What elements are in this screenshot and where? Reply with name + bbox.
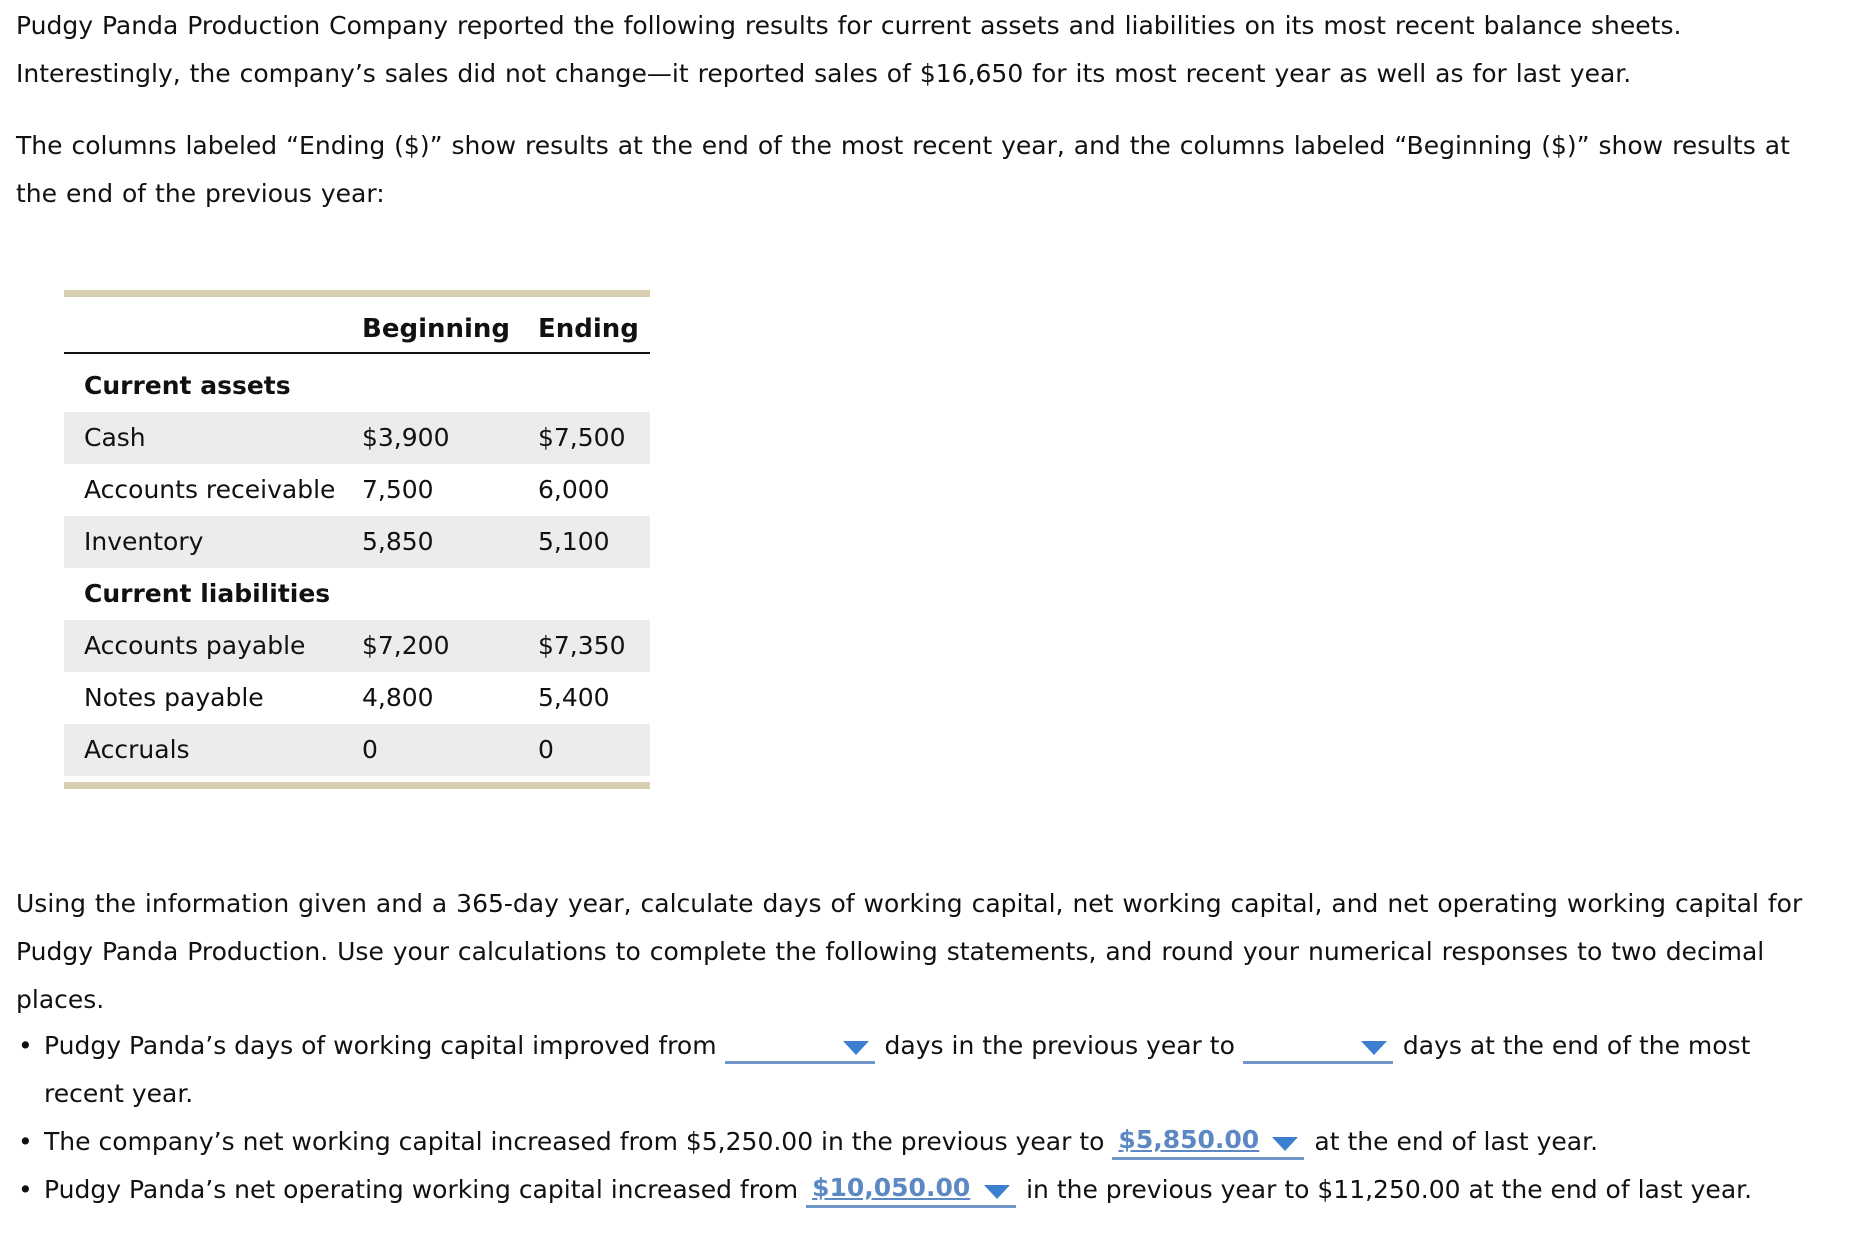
statement-text: Pudgy Panda’s net operating working capital increased from <box>44 1175 799 1204</box>
select-value: $5,850.00 <box>1118 1125 1260 1154</box>
row-label: Notes payable <box>84 683 264 712</box>
header-ending: Ending <box>538 314 639 344</box>
beginning-value: $7,200 <box>362 631 450 660</box>
dropdown-arrow-icon <box>1361 1041 1387 1055</box>
ending-value: $7,500 <box>538 423 626 452</box>
statement-text: in the previous year to $11,250.00 at the end of last year. <box>1026 1175 1753 1204</box>
table-row <box>64 620 650 672</box>
statement-text: at the end of last year. <box>1314 1127 1599 1156</box>
row-label: Cash <box>84 423 146 452</box>
days-previous-year-select[interactable] <box>725 1027 875 1064</box>
table-row <box>64 516 650 568</box>
statement-days-working-capital <box>16 1022 1836 1118</box>
select-value: $10,050.00 <box>812 1173 971 1202</box>
section-current-liabilities <box>64 568 650 620</box>
row-label: Current assets <box>84 371 291 400</box>
table-bottom-rule <box>64 782 650 789</box>
beginning-value: 7,500 <box>362 475 434 504</box>
statement-net-working-capital <box>16 1118 1836 1166</box>
table-row <box>64 672 650 724</box>
statement-text: days at the end of the most recent year. <box>44 1031 1751 1108</box>
header-underline <box>64 352 650 354</box>
row-label: Accounts receivable <box>84 475 336 504</box>
intro-paragraph-2: The columns labeled “Ending ($)” show results at the end of the most recent year, and the columns labeled “Beginning ($)” show results at the end of the previous year: <box>16 131 1790 208</box>
row-label: Inventory <box>84 527 204 556</box>
ending-value: 6,000 <box>538 475 610 504</box>
instructions-paragraph: Using the information given and a 365-day year, calculate days of working capital, net working capital, and net operating working capital for Pudgy Panda Production. Use your calculations to complete the following statements, and round your numerical responses to two decimal places. <box>16 889 1803 1014</box>
statement-text: days in the previous year to <box>884 1031 1235 1060</box>
beginning-value: $3,900 <box>362 423 450 452</box>
dropdown-arrow-icon <box>1272 1137 1298 1151</box>
statement-text: Pudgy Panda’s days of working capital improved from <box>44 1031 717 1060</box>
ending-value: 5,400 <box>538 683 610 712</box>
beginning-value: 5,850 <box>362 527 434 556</box>
row-label: Accruals <box>84 735 190 764</box>
intro-paragraph-1: Pudgy Panda Production Company reported the following results for current assets and liabilities on its most recent balance sheets. Interestingly, the company’s sales did not change—it reported sales of $16,650 for its most recent year as well as for last year. <box>16 11 1682 88</box>
statement-text: The company’s net working capital increased from $5,250.00 in the previous year to <box>44 1127 1105 1156</box>
table-row <box>64 412 650 464</box>
net-operating-working-capital-select[interactable] <box>806 1171 1016 1208</box>
ending-value: $7,350 <box>538 631 626 660</box>
table-top-rule <box>64 290 650 297</box>
row-label: Current liabilities <box>84 579 331 608</box>
header-beginning: Beginning <box>362 314 511 344</box>
table-row <box>64 724 650 776</box>
dropdown-arrow-icon <box>984 1185 1010 1199</box>
days-most-recent-year-select[interactable] <box>1243 1027 1393 1064</box>
beginning-value: 4,800 <box>362 683 434 712</box>
table-row <box>64 464 650 516</box>
ending-value: 5,100 <box>538 527 610 556</box>
statement-net-operating-working-capital <box>16 1166 1836 1214</box>
net-working-capital-select[interactable] <box>1112 1123 1304 1160</box>
statements-list <box>16 1022 1836 1214</box>
dropdown-arrow-icon <box>843 1041 869 1055</box>
ending-value: 0 <box>538 735 554 764</box>
section-current-assets <box>64 360 650 412</box>
row-label: Accounts payable <box>84 631 306 660</box>
beginning-value: 0 <box>362 735 378 764</box>
